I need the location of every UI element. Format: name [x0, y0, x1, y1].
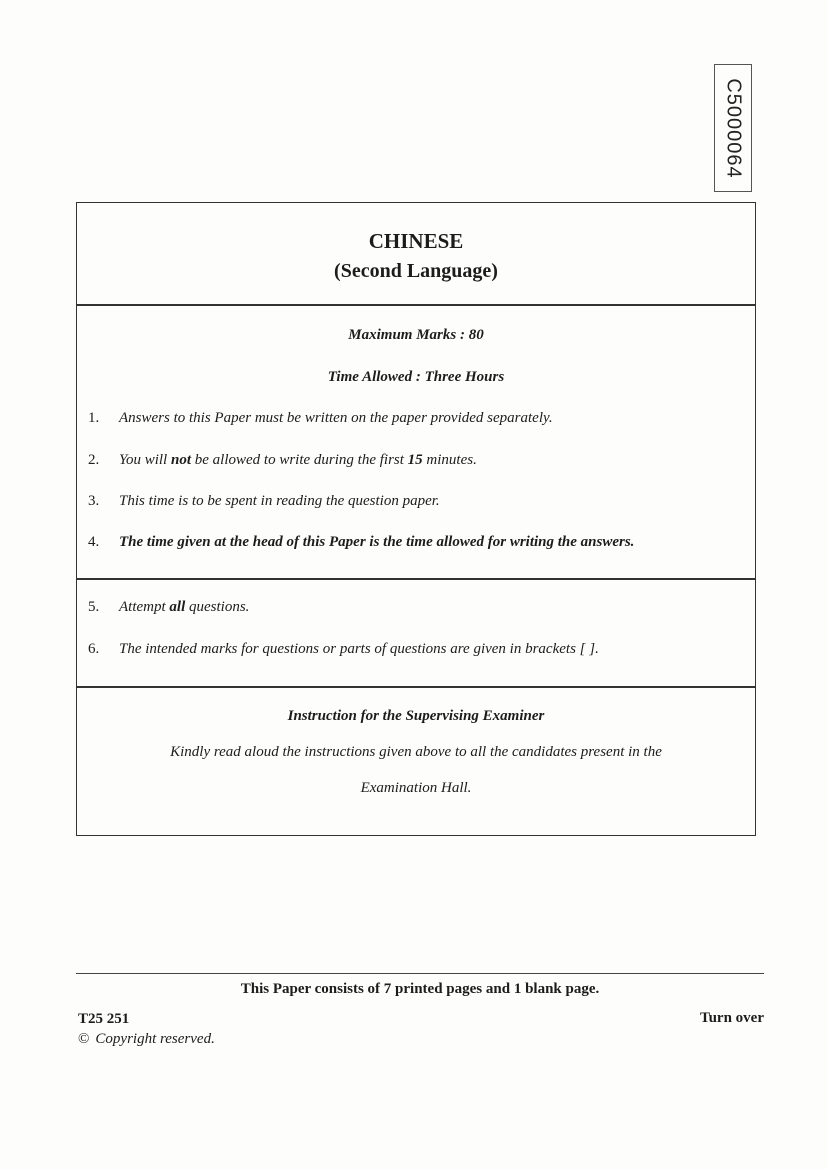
copyright-line: [78, 1031, 215, 1048]
copyright-text: Copyright reserved.: [95, 1031, 215, 1047]
time-allowed: Time Allowed : Three Hours: [327, 369, 505, 385]
paper-code: T25 251: [78, 1011, 130, 1027]
max-marks: Maximum Marks : 80: [348, 327, 484, 343]
subject-title: CHINESE: [368, 229, 464, 253]
instruction-text: Answers to this Paper must be written on the paper provided separately.: [119, 410, 553, 426]
instruction-number: 6.: [88, 641, 100, 657]
document-id-stamp: [714, 64, 752, 192]
title-box: [76, 202, 756, 306]
instruction-number: 2.: [88, 452, 100, 468]
instruction-number: 1.: [88, 410, 100, 426]
document-id: C5000064: [722, 77, 745, 179]
instruction-text: You will not be allowed to write during the first 15 minutes.: [119, 452, 477, 468]
footer-divider: [76, 973, 764, 974]
instruction-text: This time is to be spent in reading the question paper.: [119, 493, 440, 509]
turn-over-note: Turn over: [699, 1010, 764, 1026]
instruction-text: Attempt all questions.: [119, 599, 250, 615]
instruction-item: [77, 534, 755, 556]
examiner-box: [76, 686, 756, 836]
instruction-item: [77, 493, 755, 515]
instruction-item: [77, 641, 755, 663]
copyright-icon: ©: [78, 1031, 90, 1047]
examiner-line-2: Examination Hall.: [360, 780, 472, 796]
instructions-box: [76, 304, 756, 580]
instructions-box-2: [76, 578, 756, 688]
instruction-text: The intended marks for questions or parts of questions are given in brackets [ ].: [119, 641, 599, 657]
instruction-number: 4.: [88, 534, 100, 550]
subject-subtitle: (Second Language): [334, 260, 498, 282]
instruction-number: 3.: [88, 493, 100, 509]
instruction-item: [77, 410, 755, 432]
instruction-item: [77, 599, 755, 621]
instruction-text: The time given at the head of this Paper is the time allowed for writing the answers.: [119, 534, 635, 550]
pages-note: This Paper consists of 7 printed pages and 1 blank page.: [240, 981, 600, 997]
instruction-number: 5.: [88, 599, 100, 615]
instruction-item: [77, 452, 755, 474]
examiner-line-1: Kindly read aloud the instructions given above to all the candidates present in the: [170, 744, 662, 760]
examiner-heading: Instruction for the Supervising Examiner: [287, 708, 545, 724]
